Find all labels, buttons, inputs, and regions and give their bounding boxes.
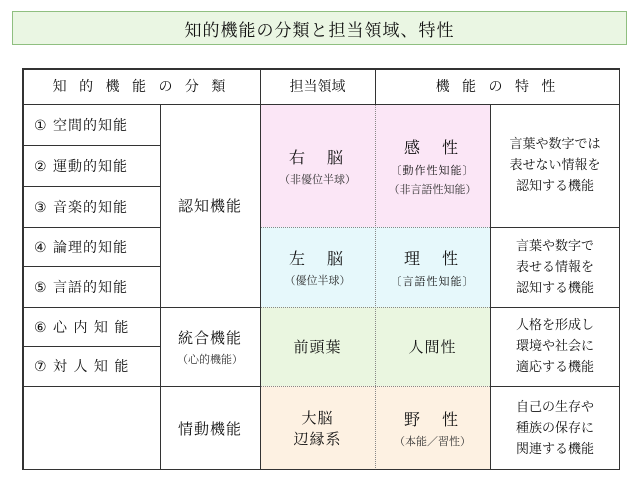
- group-integrative-sub: （心的機能）: [177, 352, 243, 366]
- region-left-label: 左 脳: [288, 249, 346, 268]
- intelligence-2: ② 運動的知能: [34, 158, 129, 175]
- region-limbic-line1: 大脳: [301, 409, 334, 427]
- trait-humanity-label: 人間性: [408, 338, 457, 356]
- description-limbic-line: 自己の生存や: [515, 399, 594, 415]
- row-rule: [490, 307, 620, 308]
- trait-reason-sub: 〔言語性知能〕: [390, 274, 475, 288]
- table-border-left: [22, 68, 24, 470]
- table-border-right: [619, 68, 620, 470]
- region-right-label: 右 脳: [288, 147, 346, 167]
- trait-reason: [375, 227, 490, 307]
- intelligence-3: ③ 音楽的知能: [34, 199, 129, 216]
- trait-wild-sub: （本能／習性）: [394, 435, 471, 448]
- description-frontal-line: 人格を形成し: [515, 318, 594, 333]
- group-cognitive: 認知機能: [177, 197, 242, 215]
- column-rule: [160, 104, 161, 470]
- column-rule: [260, 68, 261, 470]
- header-characteristic: 機 能 の 特 性: [435, 79, 560, 95]
- description-left: [490, 227, 620, 307]
- region-right-brain: [260, 104, 375, 227]
- description-right: [490, 104, 620, 227]
- description-left-line: 言葉や数字で: [515, 238, 594, 254]
- region-limbic: [260, 386, 375, 470]
- row-rule: [490, 386, 620, 387]
- dotted-divider: [260, 227, 490, 228]
- description-frontal-line: 環境や社会に: [515, 339, 594, 354]
- region-left-sub: （優位半球）: [284, 274, 351, 287]
- description-limbic-line: 種族の保存に: [515, 420, 594, 436]
- trait-sensibility-sub: 〔動作性知能〕: [390, 163, 475, 177]
- row-rule: [22, 266, 160, 267]
- trait-sensibility-label: 感 性: [403, 137, 461, 157]
- intelligence-6: ⑥ 心 内 知 能: [34, 319, 130, 336]
- page-title: 知的機能の分類と担当領域、特性: [12, 11, 627, 45]
- dotted-divider: [260, 307, 490, 308]
- group-integrative: [160, 307, 260, 386]
- description-left-line: 認知する機能: [515, 280, 594, 296]
- dotted-divider: [260, 386, 490, 387]
- description-right-line: 認知する機能: [515, 179, 594, 194]
- row-rule: [22, 307, 260, 308]
- description-limbic-line: 関連する機能: [515, 441, 594, 457]
- row-rule: [490, 227, 620, 228]
- description-left-line: 表せる情報を: [515, 259, 594, 275]
- table-border-top: [22, 68, 620, 70]
- intelligence-1: ① 空間的知能: [34, 117, 129, 134]
- group-emotional: 情動機能: [177, 419, 242, 438]
- header-rule: [22, 104, 620, 105]
- description-frontal-line: 適応する機能: [515, 360, 594, 375]
- trait-reason-label: 理 性: [403, 248, 461, 268]
- row-rule: [22, 346, 160, 347]
- description-right-line: 表せない情報を: [509, 158, 601, 173]
- row-rule: [22, 386, 260, 387]
- intelligence-7: ⑦ 対 人 知 能: [34, 359, 130, 375]
- trait-wild: [375, 386, 490, 470]
- trait-wild-label: 野 性: [403, 410, 461, 429]
- column-rule: [375, 68, 376, 104]
- row-rule: [22, 227, 160, 228]
- description-limbic: [490, 386, 620, 470]
- table-border-bottom: [22, 469, 620, 470]
- header-classification: 知 的 機 能 の 分 類: [52, 79, 230, 95]
- group-integrative-label: 統合機能: [177, 328, 242, 347]
- row-rule: [22, 186, 160, 187]
- region-frontal: [260, 307, 375, 386]
- classification-table: [22, 68, 620, 470]
- intelligence-4: ④ 論理的知能: [34, 239, 129, 256]
- header-region: 担当領域: [289, 79, 346, 95]
- description-frontal: [490, 307, 620, 386]
- dotted-divider: [375, 104, 376, 470]
- description-right-line: 言葉や数字では: [509, 137, 601, 152]
- region-frontal-label: 前頭葉: [293, 338, 342, 356]
- region-limbic-line2: 辺縁系: [293, 430, 342, 448]
- trait-sensibility: [375, 104, 490, 227]
- region-left-brain: [260, 227, 375, 307]
- column-rule: [490, 104, 491, 470]
- region-right-sub: （非優位半球）: [279, 172, 356, 186]
- intelligence-5: ⑤ 言語的知能: [34, 279, 129, 296]
- row-rule: [22, 145, 160, 146]
- trait-sensibility-sub2: （非言語性知能）: [388, 182, 477, 196]
- trait-humanity: [375, 307, 490, 386]
